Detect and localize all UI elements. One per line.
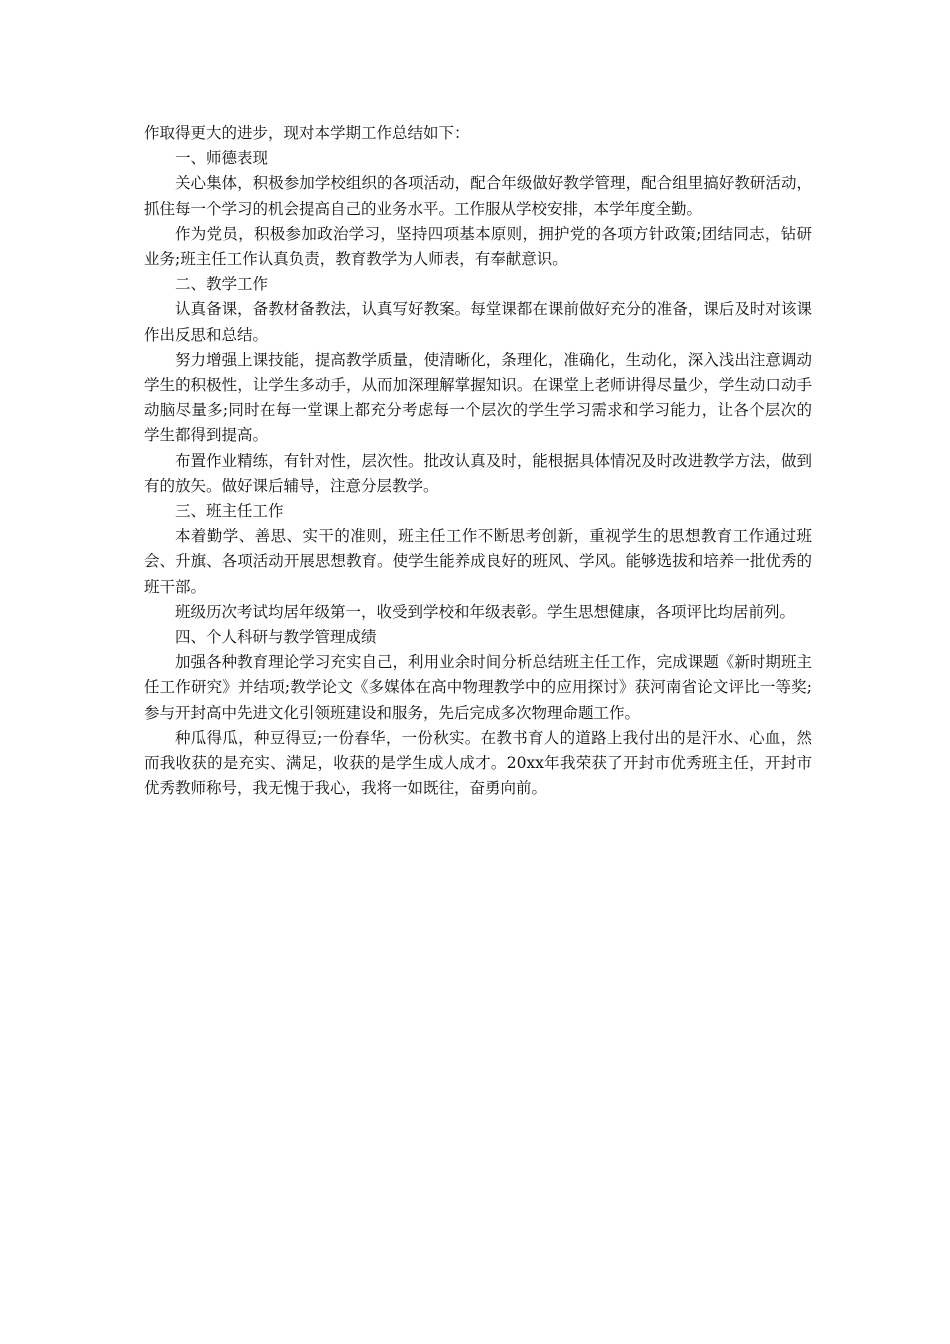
paragraph-class-teacher-1: 本着勤学、善思、实干的准则，班主任工作不断思考创新，重视学生的思想教育工作通过班会、升旗、各项活动开展思想教育。使学生能养成良好的班风、学风。能够选拔和培养一批优秀的班干部。 bbox=[144, 527, 812, 596]
paragraph-class-teacher-2: 班级历次考试均居年级第一，收受到学校和年级表彰。学生思想健康，各项评比均居前列。 bbox=[175, 602, 796, 621]
paragraph-teaching-3: 布置作业精练，有针对性，层次性。批改认真及时，能根据具体情况及时改进教学方法，做到有的放矢。做好课后辅导，注意分层教学。 bbox=[144, 451, 812, 495]
paragraph-research-1: 加强各种教育理论学习充实自己，利用业余时间分析总结班主任工作，完成课题《新时期班主任工作研究》并结项;教学论文《多媒体在高中物理教学中的应用探讨》获河南省论文评比一等奖;参与开封高中先进文化引领班建设和服务，先后完成多次物理命题工作。 bbox=[144, 653, 812, 722]
section-heading-research: 四、个人科研与教学管理成绩 bbox=[175, 628, 377, 647]
paragraph-teaching-1: 认真备课，备教材备教法，认真写好教案。每堂课都在课前做好充分的准备，课后及时对该课作出反思和总结。 bbox=[144, 300, 812, 344]
paragraph-ethics-2: 作为党员，积极参加政治学习，坚持四项基本原则，拥护党的各项方针政策;团结同志，钻研业务;班主任工作认真负责，教育教学为人师表，有奉献意识。 bbox=[144, 224, 812, 269]
section-heading-class-teacher: 三、班主任工作 bbox=[175, 502, 284, 521]
paragraph-intro: 作取得更大的进步，现对本学期工作总结如下： bbox=[144, 124, 470, 142]
section-heading-teaching: 二、教学工作 bbox=[175, 275, 269, 294]
document-body bbox=[144, 121, 812, 801]
section-heading-ethics: 一、师德表现 bbox=[175, 149, 269, 168]
paragraph-conclusion: 种瓜得瓜，种豆得豆;一份春华，一份秋实。在教书育人的道路上我付出的是汗水、心血，然而我收获的是充实、满足，收获的是学生成人成才。20xx年我荣获了开封市优秀班主任，开封市优秀教师称号，我无愧于我心，我将一如既往，奋勇向前。 bbox=[144, 728, 812, 798]
paragraph-teaching-2: 努力增强上课技能，提高教学质量，使清晰化，条理化，准确化，生动化，深入浅出注意调动学生的积极性，让学生多动手，从而加深理解掌握知识。在课堂上老师讲得尽量少，学生动口动手动脑尽量多;同时在每一堂课上都充分考虑每一个层次的学生学习需求和学习能力，让各个层次的学生都得到提高。 bbox=[144, 350, 812, 445]
paragraph-ethics-1: 关心集体，积极参加学校组织的各项活动，配合年级做好教学管理，配合组里搞好教研活动，抓住每一个学习的机会提高自己的业务水平。工作服从学校安排，本学年度全勤。 bbox=[144, 174, 812, 218]
